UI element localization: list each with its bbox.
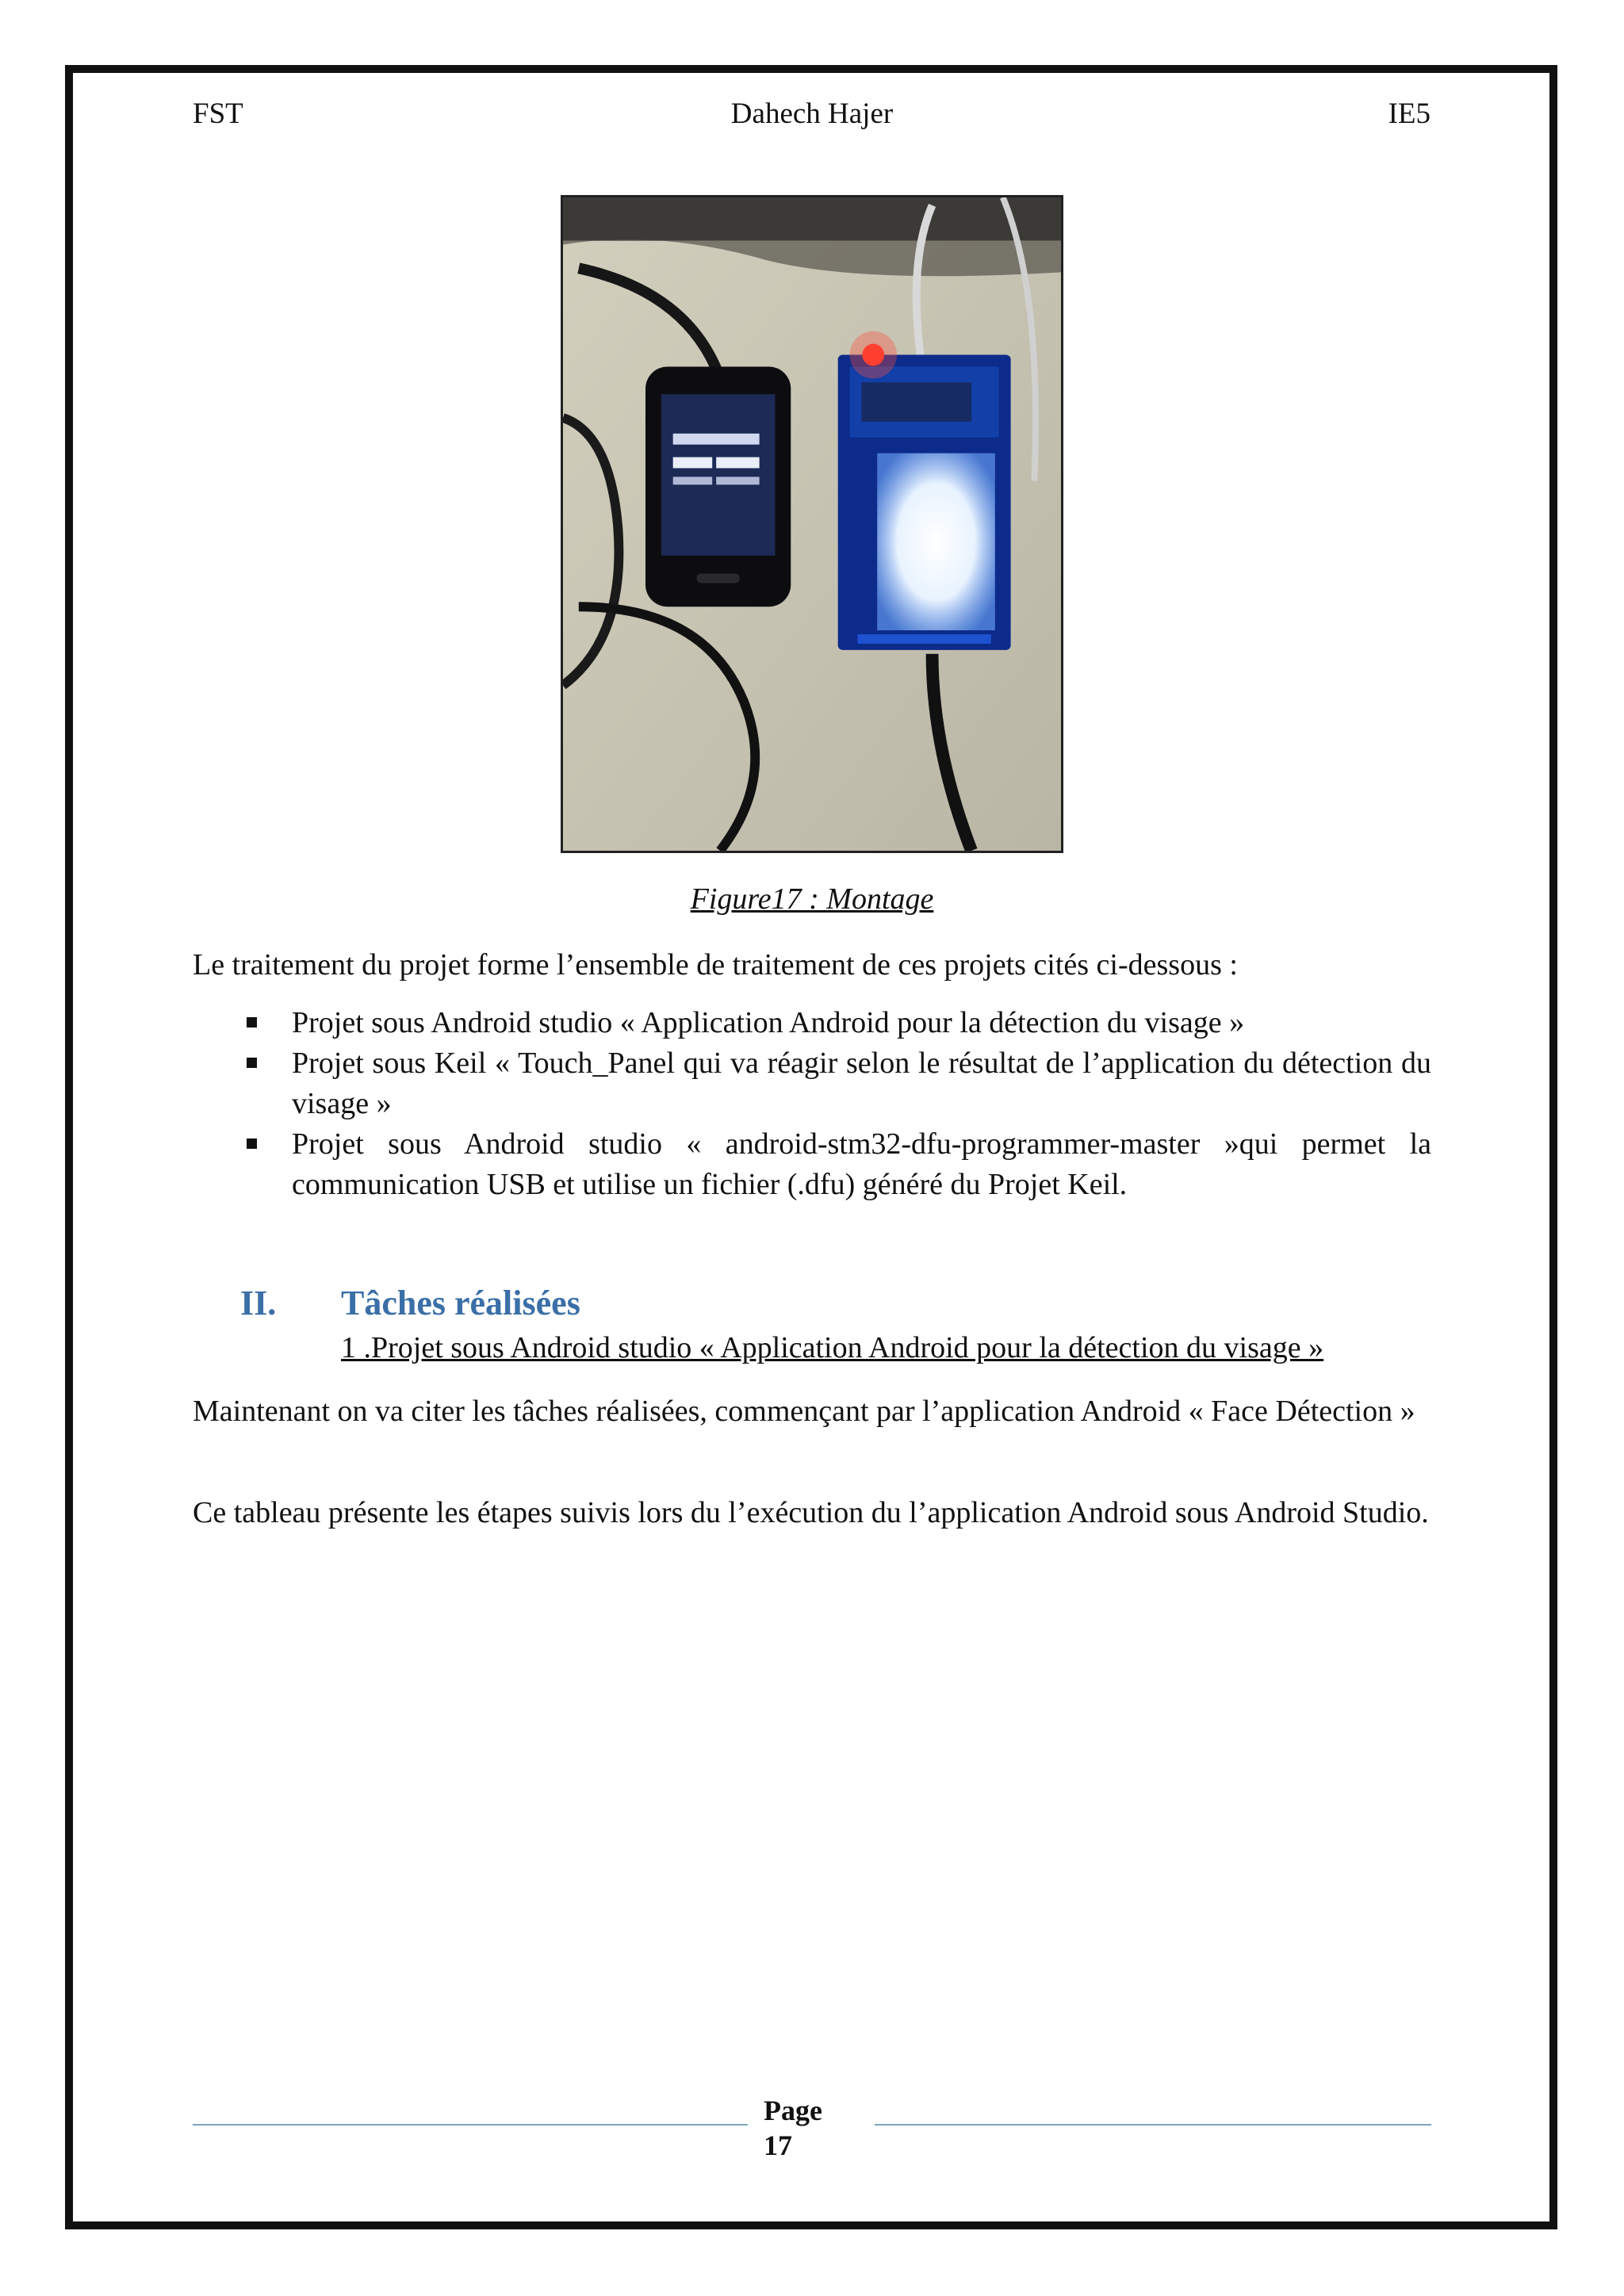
square-bullet-icon	[247, 1138, 257, 1149]
section-title: Tâches réalisées	[341, 1284, 580, 1322]
page-label: Page	[764, 2095, 822, 2126]
list-item-text: Projet sous Keil « Touch_Panel qui va réagir selon le résultat de l’application du détection du visage »	[292, 1047, 1431, 1120]
figure-caption: Figure17 : Montage	[690, 882, 934, 916]
square-bullet-icon	[247, 1058, 257, 1068]
project-list	[193, 1003, 1431, 1205]
header-right: IE5	[1388, 98, 1431, 130]
list-item-text: Projet sous Android studio « android-stm32-dfu-programmer-master »qui permet la communication USB et utilise un fichier (.dfu) généré du Projet Keil.	[292, 1127, 1431, 1201]
subsection-title: 1 .Projet sous Android studio « Application Android pour la détection du visage »	[341, 1331, 1324, 1364]
intro-paragraph: Le traitement du projet forme l’ensemble de traitement de ces projets cités ci-dessous :	[193, 948, 1238, 982]
paragraph-table-intro: Ce tableau présente les étapes suivis lors du l’exécution du l’application Android sous Android Studio.	[193, 1496, 1429, 1529]
figure-photo-montage	[561, 195, 1063, 853]
footer-divider-left	[193, 2124, 748, 2126]
footer-divider-right	[875, 2124, 1431, 2126]
paragraph-tasks: Maintenant on va citer les tâches réalisées, commençant par l’application Android « Face Détection »	[193, 1395, 1415, 1428]
list-item	[193, 1003, 1431, 1043]
page-number: 17	[764, 2130, 792, 2161]
square-bullet-icon	[247, 1017, 257, 1027]
list-item	[193, 1124, 1431, 1205]
montage-photo-illustration	[563, 197, 1061, 851]
section-number: II.	[240, 1284, 277, 1322]
footer-page-number	[764, 2093, 822, 2163]
list-item-text: Projet sous Android studio « Application Android pour la détection du visage »	[292, 1006, 1245, 1039]
header-left: FST	[193, 98, 243, 130]
list-item	[193, 1043, 1431, 1124]
header-author: Dahech Hajer	[730, 98, 894, 130]
